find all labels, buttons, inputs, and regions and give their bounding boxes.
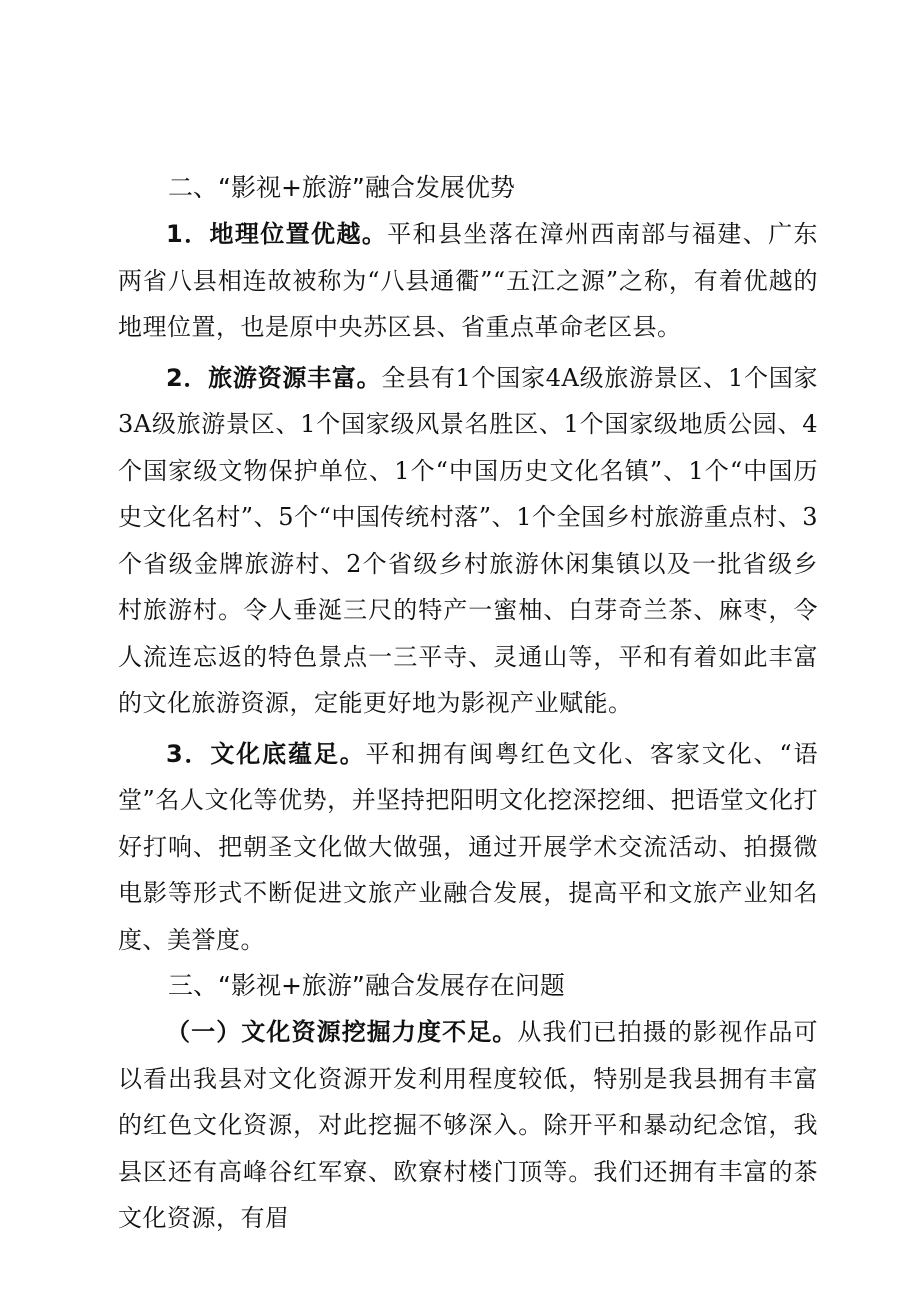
paragraph-body: 全县有1个国家4A级旅游景区、1个国家3A级旅游景区、1个国家级风景名胜区、1个国家级地质公园、4个国家级文物保护单位、1个“中国历史文化名镇”、1个“中国历史文化名村”、5个“中国传统村落”、1个全国乡村旅游重点村、3个省级金牌旅游村、2个省级乡村旅游休闲集镇以及一批省级乡村旅游村。令人垂涎三尺的特产一蜜柚、白芽奇兰茶、麻枣，令人流连忘返的特色景点一三平寺、灵通山等，平和有着如此丰富的文化旅游资源，定能更好地为影视产业赋能。 [118, 363, 819, 717]
paragraph-tourism-resources [118, 355, 818, 727]
paragraph-lead: 2．旅游资源丰富。 [166, 363, 382, 392]
document-page [118, 165, 818, 1242]
paragraph-culture [118, 731, 818, 964]
paragraph-lead: 1．地理位置优越。 [166, 220, 388, 248]
section-heading-problems: 三、“影视+旅游”融合发展存在问题 [168, 971, 565, 1000]
section-heading-advantages: 二、“影视+旅游”融合发展优势 [168, 173, 515, 202]
paragraph-geography [118, 211, 818, 351]
paragraph-body: 平和拥有闽粤红色文化、客家文化、“语堂”名人文化等优势，并坚持把阳明文化挖深挖细、把语堂文化打好打响、把朝圣文化做大做强，通过开展学术交流活动、拍摄微电影等形式不断促进文旅产业融合发展，提高平和文旅产业知名度、美誉度。 [118, 739, 818, 954]
paragraph-lead: （一）文化资源挖掘力度不足。 [166, 1018, 518, 1046]
paragraph-body: 从我们已拍摄的影视作品可以看出我县对文化资源开发利用程度较低，特别是我县拥有丰富的红色文化资源，对此挖掘不够深入。除开平和暴动纪念馆，我县区还有高峰谷红军寮、欧寮村楼门顶等。我们还拥有丰富的茶文化资源，有眉 [118, 1018, 819, 1232]
paragraph-body: 平和县坐落在漳州西南部与福建、广东两省八县相连故被称为“八县通衢”“五江之源”之称，有着优越的地理位置，也是原中央苏区县、省重点革命老区县。 [118, 220, 819, 341]
paragraph-culture-resources-issue [118, 1009, 818, 1242]
paragraph-lead: 3．文化底蕴足。 [166, 739, 366, 768]
